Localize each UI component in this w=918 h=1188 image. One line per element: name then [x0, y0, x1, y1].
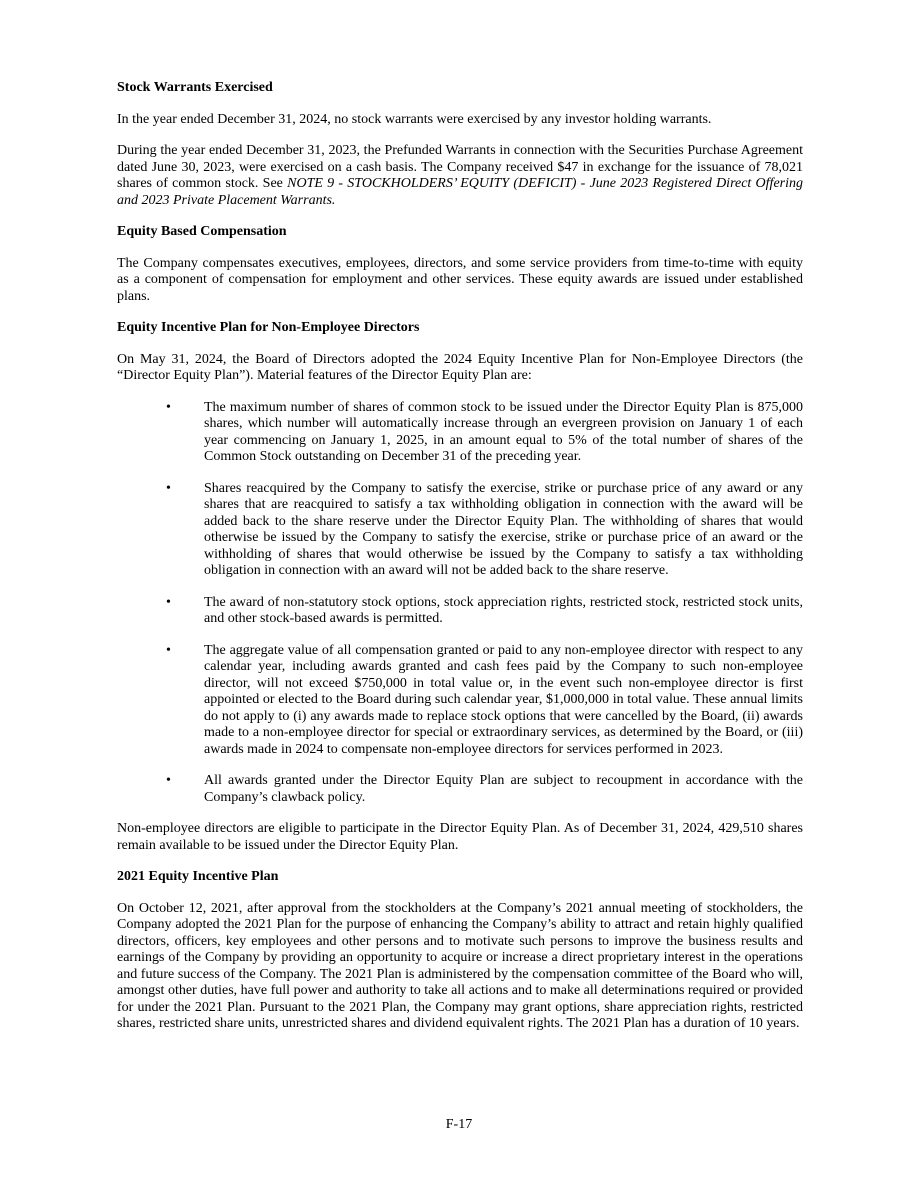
paragraph-equity-based-compensation: The Company compensates executives, employees, directors, and some service providers from time-to-time with equity as a component of compensation for employment and other services. These equity awards are issued under established plans.	[117, 255, 803, 304]
heading-stock-warrants-exercised: Stock Warrants Exercised	[117, 80, 273, 95]
note-9-cross-reference: NOTE 9 - STOCKHOLDERS’ EQUITY (DEFICIT) - June 2023 Registered Direct Offering and 2023 Private Placement Warrants.	[117, 176, 803, 208]
paragraph-warrants-2023-text: During the year ended December 31, 2023, the Prefunded Warrants in connection with the Securities Purchase Agreement dated June 30, 2023, were exercised on a cash basis. The Company received $47 in exchange for the issuance of 78,021 shares of common stock. See	[117, 143, 803, 191]
paragraph-2021-plan: On October 12, 2021, after approval from the stockholders at the Company’s 2021 annual meeting of stockholders, the Company adopted the 2021 Plan for the purpose of enhancing the Company’s ability to attract and retain highly qualified directors, officers, key employees and other persons and to motivate such persons to improve the business results and earnings of the Company by providing an opportunity to acquire or increase a direct proprietary interest in the operations and future success of the Company. The 2021 Plan is administered by the compensation committee of the Board who will, amongst other duties, have full power and authority to take all actions and to make all determinations required or provided for under the 2021 Plan. Pursuant to the 2021 Plan, the Company may grant options, share appreciation rights, restricted shares, restricted share units, unrestricted shares and dividend equivalent rights. The 2021 Plan has a duration of 10 years.	[117, 900, 803, 1031]
list-item-text: The aggregate value of all compensation granted or paid to any non-employee director with respect to any calendar year, including awards granted and cash fees paid by the Company to such non-employee director, will not exceed $750,000 in total value or, in the event such non-employee director is first appointed or elected to the Board during such calendar year, $1,000,000 in total value. These annual limits do not apply to (i) any awards made to replace stock options that were cancelled by the Board, (ii) awards made to a non-employee director for special or extraordinary services, as determined by the Board, or (iii) awards made in 2024 to compensate non-employee directors for services performed in 2023.	[204, 642, 803, 757]
list-item	[117, 595, 803, 628]
heading-director-equity-plan: Equity Incentive Plan for Non-Employee Directors	[117, 320, 420, 335]
bullet-icon: •	[166, 399, 171, 415]
heading-equity-based-compensation: Equity Based Compensation	[117, 224, 287, 239]
bullet-icon: •	[166, 642, 171, 658]
heading-2021-equity-incentive-plan: 2021 Equity Incentive Plan	[117, 869, 279, 884]
document-content	[117, 80, 803, 1048]
list-item-text: The award of non-statutory stock options, stock appreciation rights, restricted stock, restricted stock units, and other stock-based awards is permitted.	[204, 594, 803, 626]
list-item-text: The maximum number of shares of common stock to be issued under the Director Equity Plan is 875,000 shares, which number will automatically increase through an evergreen provision on January 1 of each year commencing on January 1, 2025, in an amount equal to 5% of the total number of shares of the Common Stock outstanding on December 31 of the preceding year.	[204, 399, 803, 464]
list-item-text: All awards granted under the Director Equity Plan are subject to recoupment in accordance with the Company’s clawback policy.	[204, 773, 803, 805]
director-plan-feature-list	[117, 400, 803, 807]
list-item	[117, 481, 803, 580]
paragraph-director-plan-intro: On May 31, 2024, the Board of Directors adopted the 2024 Equity Incentive Plan for Non-Employee Directors (the “Director Equity Plan”). Material features of the Director Equity Plan are:	[117, 351, 803, 383]
paragraph-director-plan-availability: Non-employee directors are eligible to participate in the Director Equity Plan. As of December 31, 2024, 429,510 shares remain available to be issued under the Director Equity Plan.	[117, 821, 803, 853]
bullet-icon: •	[166, 480, 171, 496]
list-item	[117, 400, 803, 466]
bullet-icon: •	[166, 773, 171, 788]
paragraph-warrants-2024: In the year ended December 31, 2024, no stock warrants were exercised by any investor holding warrants.	[117, 111, 712, 127]
page-number: F-17	[445, 1117, 473, 1132]
paragraph-warrants-2023	[117, 143, 803, 209]
list-item	[117, 643, 803, 759]
list-item-text: Shares reacquired by the Company to satisfy the exercise, strike or purchase price of any award or any shares that are reacquired to satisfy a tax withholding obligation in connection with the award will be added back to the share reserve under the Director Equity Plan. The withholding of shares that would otherwise be issued by the Company to satisfy the exercise, strike or purchase price of an award or the withholding of shares that would otherwise be issued by the Company to satisfy a tax withholding obligation in connection with an award will not be added back to the share reserve.	[204, 480, 803, 578]
list-item	[117, 773, 803, 806]
bullet-icon: •	[166, 594, 171, 610]
